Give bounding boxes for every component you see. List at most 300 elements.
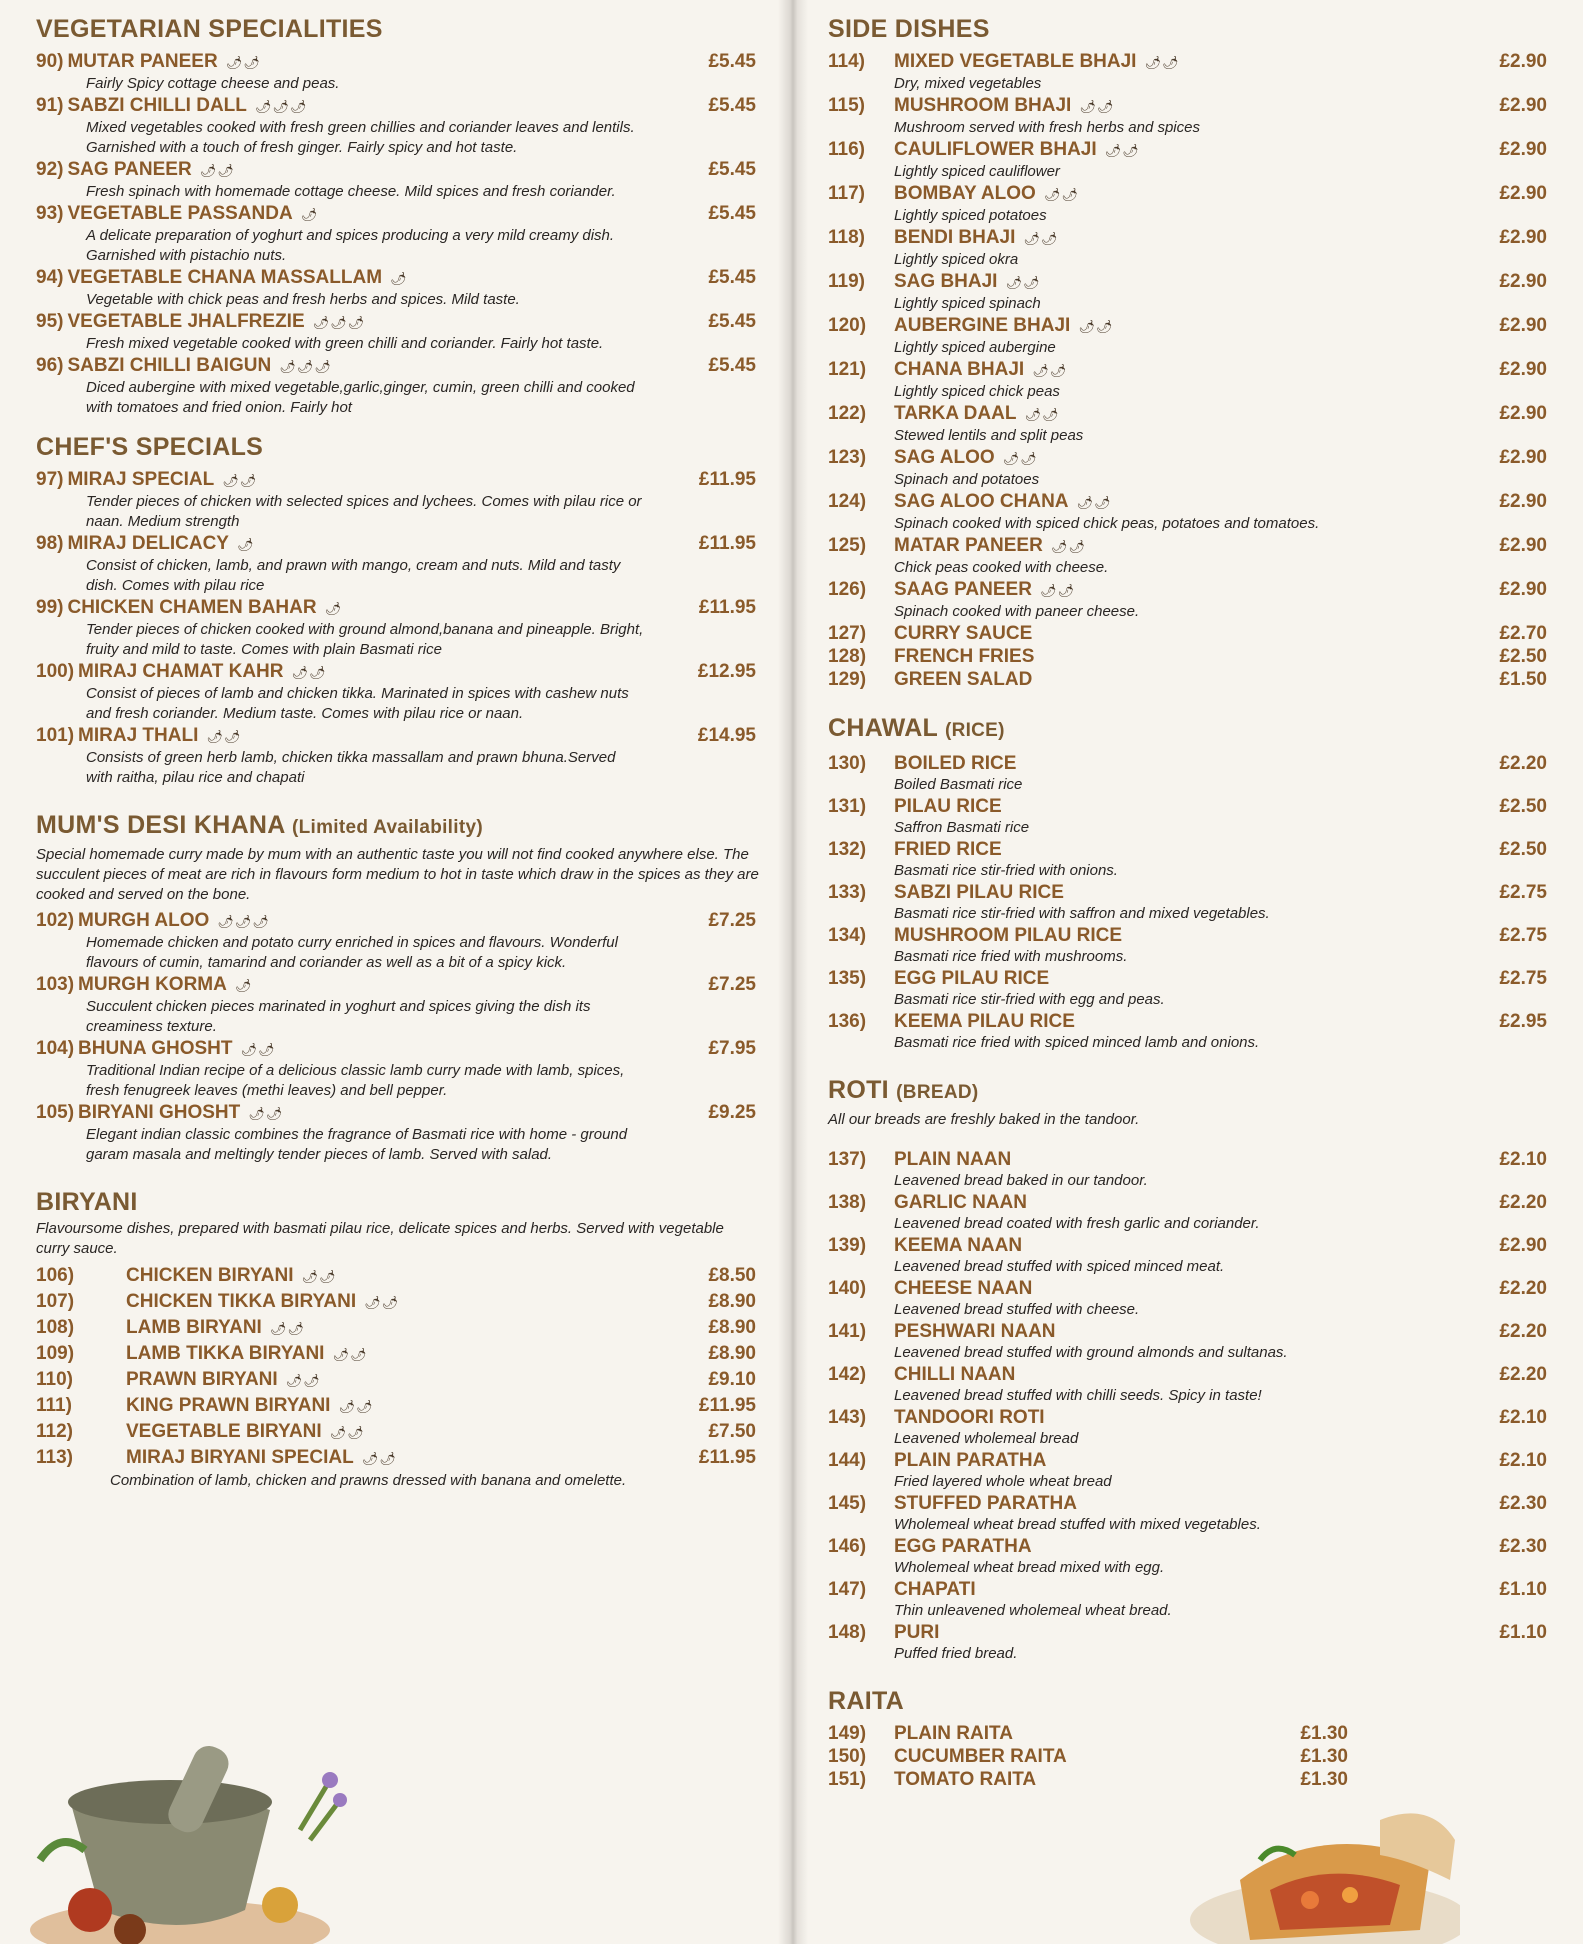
- item-number: 97): [36, 469, 64, 490]
- chili-icon: 🌶🌶: [364, 1295, 400, 1310]
- menu-item-row: [828, 314, 1547, 338]
- item-description: Spinach cooked with spiced chick peas, potatoes and tomatoes.: [894, 515, 1320, 532]
- menu-item-row: [828, 1768, 1348, 1791]
- item-price: £2.90: [1499, 1235, 1547, 1256]
- item-price: £2.75: [1499, 968, 1547, 989]
- menu-item: [36, 354, 768, 418]
- item-number: 130): [828, 753, 867, 774]
- item-name: AUBERGINE BHAJI: [894, 315, 1071, 336]
- chili-icon: 🌶🌶: [332, 1347, 368, 1362]
- item-description: Leavened bread stuffed with spiced minced meat.: [894, 1258, 1225, 1275]
- menu-item: [828, 795, 1547, 838]
- item-description: Leavened wholemeal bread: [894, 1430, 1079, 1447]
- menu-item: [36, 158, 768, 202]
- item-number: 118): [828, 227, 865, 248]
- item-price: £2.50: [1499, 796, 1547, 817]
- item-name: VEGETABLE CHANA MASSALLAM: [67, 267, 383, 288]
- menu-item: [36, 532, 768, 596]
- item-description: Elegant indian classic combines the fragrance of Basmati rice with home - ground garam masala and meltingly tender pieces of lamb. Served with salad.: [86, 1126, 628, 1163]
- menu-item: [36, 94, 768, 158]
- menu-item: [36, 973, 768, 1037]
- section-title: [36, 810, 768, 843]
- item-name: KEEMA NAAN: [894, 1235, 1023, 1256]
- item-number: 107): [36, 1291, 75, 1312]
- item-description: Succulent chicken pieces marinated in yoghurt and spices giving the dish its creaminess texture.: [86, 998, 591, 1035]
- item-description: Consist of pieces of lamb and chicken tikka. Marinated in spices with cashew nuts and fresh coriander. Medium taste. Comes with pilau rice or naan.: [86, 685, 629, 722]
- item-description: Mixed vegetables cooked with fresh green chillies and coriander leaves and lentils. Garnished with a touch of fresh ginger. Fairly spicy and hot taste.: [86, 119, 635, 156]
- menu-item-row: [36, 973, 756, 997]
- item-number: 102): [36, 910, 75, 931]
- item-number: 141): [828, 1321, 867, 1342]
- item-price: £11.95: [698, 1395, 756, 1416]
- item-price: £2.20: [1499, 753, 1547, 774]
- chili-icon: 🌶🌶: [1043, 187, 1079, 202]
- section-title: [828, 1075, 1547, 1108]
- item-description: Basmati rice stir-fried with egg and peas.: [894, 991, 1165, 1008]
- item-price: £2.20: [1499, 1278, 1547, 1299]
- menu-item-row: [828, 838, 1547, 861]
- item-number: 148): [828, 1622, 867, 1643]
- menu-item-row: [828, 622, 1547, 645]
- item-description: Chick peas cooked with cheese.: [894, 559, 1109, 576]
- item-number: 110): [36, 1369, 73, 1390]
- item-price: £2.90: [1499, 95, 1547, 116]
- menu-item: [36, 1101, 768, 1165]
- item-name: BOMBAY ALOO: [894, 183, 1036, 204]
- menu-item: [828, 1449, 1547, 1492]
- item-number: 120): [828, 315, 867, 336]
- item-name: MIRAJ DELICACY: [67, 533, 229, 554]
- item-name: SAAG PANEER: [894, 579, 1032, 600]
- item-description: Lightly spiced spinach: [894, 295, 1041, 312]
- menu-item-row: [36, 1341, 756, 1367]
- item-description: Spinach cooked with paneer cheese.: [894, 603, 1140, 620]
- section-subtitle: (RICE): [944, 720, 1005, 741]
- item-name: CURRY SAUCE: [894, 623, 1033, 644]
- item-price: £7.50: [708, 1421, 756, 1442]
- chili-icon: 🌶: [390, 271, 408, 286]
- item-number: 150): [828, 1746, 867, 1767]
- item-number: 146): [828, 1536, 867, 1557]
- section-note: Special homemade curry made by mum with an authentic taste you will not find cooked anywhere else. The succulent pieces of meat are rich in flavours form medium to hot in taste which draw in the spices as they are cooked and served on the bone.: [36, 846, 759, 903]
- menu-item: [828, 490, 1547, 534]
- item-number: 139): [828, 1235, 867, 1256]
- menu-item: [828, 50, 1547, 94]
- item-name: BENDI BHAJI: [894, 227, 1016, 248]
- item-name: CHICKEN CHAMEN BAHAR: [67, 597, 317, 618]
- item-number: 149): [828, 1723, 867, 1744]
- section-raita: [828, 1686, 1547, 1791]
- item-name: MUSHROOM BHAJI: [894, 95, 1072, 116]
- item-description: Leavened bread coated with fresh garlic and coriander.: [894, 1215, 1260, 1232]
- menu-item-row: [828, 645, 1547, 668]
- menu-item-row: [36, 596, 756, 620]
- menu-item-row: [36, 50, 756, 74]
- right-page: [806, 0, 1583, 1944]
- menu-item-row: [36, 1101, 756, 1125]
- menu-item-row: [828, 534, 1547, 558]
- item-description: Dry, mixed vegetables: [894, 75, 1042, 92]
- menu-item: [36, 202, 768, 266]
- chili-icon: 🌶🌶: [1039, 583, 1075, 598]
- section-chefs-specials: [36, 432, 768, 788]
- menu-item: [36, 1419, 768, 1445]
- item-price: £2.50: [1499, 646, 1547, 667]
- item-description: Leavened bread stuffed with ground almonds and sultanas.: [894, 1344, 1288, 1361]
- item-description: Diced aubergine with mixed vegetable,garlic,ginger, cumin, green chilli and cooked with tomatoes and fried onion. Fairly hot: [86, 379, 635, 416]
- item-price: £2.90: [1499, 535, 1547, 556]
- menu-item-row: [828, 1406, 1547, 1429]
- item-name: CHEESE NAAN: [894, 1278, 1033, 1299]
- item-name: TARKA DAAL: [894, 403, 1017, 424]
- item-price: £7.95: [708, 1038, 756, 1059]
- item-description: Traditional Indian recipe of a delicious classic lamb curry made with lamb, spices, fresh fenugreek leaves (methi leaves) and bell pepper.: [86, 1062, 625, 1099]
- item-price: £2.90: [1499, 271, 1547, 292]
- item-price: £2.50: [1499, 839, 1547, 860]
- item-number: 108): [36, 1317, 75, 1338]
- item-number: 115): [828, 95, 865, 116]
- item-price: £11.95: [698, 469, 756, 490]
- chili-icon: 🌶🌶: [285, 1373, 321, 1388]
- menu-item-row: [828, 358, 1547, 382]
- menu-item-row: [828, 1277, 1547, 1300]
- chili-icon: 🌶: [300, 207, 319, 222]
- menu-item: [828, 1148, 1547, 1191]
- item-description: Consists of green herb lamb, chicken tikka massallam and prawn bhuna.Served with raitha, pilau rice and chapati: [86, 749, 616, 786]
- chili-icon: 🌶🌶: [291, 665, 327, 680]
- item-description: Homemade chicken and potato curry enriched in spices and flavours. Wonderful flavours of cumin, tamarind and coriander as well as a bit of a spicy kick.: [86, 934, 618, 971]
- chili-icon: 🌶🌶: [301, 1269, 337, 1284]
- item-name: GREEN SALAD: [894, 669, 1033, 690]
- menu-item-row: [36, 202, 756, 226]
- menu-item: [36, 596, 768, 660]
- item-number: 132): [828, 839, 867, 860]
- menu-item: [36, 1315, 768, 1341]
- chili-icon: 🌶🌶: [240, 1042, 276, 1057]
- item-description: Thin unleavened wholemeal wheat bread.: [894, 1602, 1172, 1619]
- menu-item-row: [36, 724, 756, 748]
- chili-icon: 🌶🌶: [1032, 363, 1068, 378]
- item-name: MIRAJ CHAMAT KAHR: [78, 661, 284, 682]
- item-description: Combination of lamb, chicken and prawns dressed with banana and omelette.: [110, 1472, 627, 1489]
- item-number: 144): [828, 1450, 867, 1471]
- menu-item: [36, 50, 768, 94]
- item-description: Spinach and potatoes: [894, 471, 1040, 488]
- item-price: £5.45: [708, 95, 756, 116]
- menu-item: [828, 1191, 1547, 1234]
- item-number: 117): [828, 183, 865, 204]
- item-number: 91): [36, 95, 64, 116]
- chili-icon: 🌶🌶: [1023, 231, 1059, 246]
- menu-item: [828, 1363, 1547, 1406]
- menu-item-row: [36, 158, 756, 182]
- item-description: Consist of chicken, lamb, and prawn with mango, cream and nuts. Mild and tasty dish. Comes with pilau rice: [86, 557, 621, 594]
- item-number: 127): [828, 623, 867, 644]
- menu-item: [36, 1289, 768, 1315]
- item-number: 143): [828, 1407, 867, 1428]
- chili-icon: 🌶🌶: [199, 163, 235, 178]
- menu-item-row: [828, 1449, 1547, 1472]
- item-name: CUCUMBER RAITA: [894, 1746, 1067, 1767]
- menu-item-row: [828, 402, 1547, 426]
- item-number: 119): [828, 271, 865, 292]
- section-subtitle: (Limited Availability): [291, 817, 483, 838]
- item-number: 121): [828, 359, 867, 380]
- item-name: PURI: [894, 1622, 940, 1643]
- item-description: Leavened bread baked in our tandoor.: [894, 1172, 1148, 1189]
- chili-icon: 🌶: [236, 537, 255, 552]
- item-price: £1.10: [1499, 1622, 1547, 1643]
- item-price: £2.90: [1499, 51, 1547, 72]
- menu-item-row: [828, 50, 1547, 74]
- item-number: 145): [828, 1493, 867, 1514]
- item-description: Lightly spiced okra: [894, 251, 1019, 268]
- item-number: 93): [36, 203, 64, 224]
- chili-icon: 🌶🌶: [1024, 407, 1060, 422]
- item-description: Basmati rice stir-fried with onions.: [894, 862, 1118, 879]
- item-name: CHAPATI: [894, 1579, 976, 1600]
- chili-icon: 🌶🌶🌶: [279, 359, 332, 374]
- menu-item-row: [828, 795, 1547, 818]
- item-number: 133): [828, 882, 867, 903]
- item-price: £8.90: [708, 1291, 756, 1312]
- menu-item-row: [828, 138, 1547, 162]
- item-number: 106): [36, 1265, 75, 1286]
- item-description: Tender pieces of chicken cooked with ground almond,banana and pineapple. Bright, fruity and mild to taste. Comes with plain Basmati rice: [86, 621, 644, 658]
- item-description: Basmati rice stir-fried with saffron and mixed vegetables.: [894, 905, 1270, 922]
- item-name: TANDOORI ROTI: [894, 1407, 1045, 1428]
- menu-item: [828, 1722, 1348, 1745]
- menu-item: [36, 1393, 768, 1419]
- section-vegetarian: [36, 14, 768, 418]
- item-number: 99): [36, 597, 64, 618]
- item-price: £5.45: [708, 267, 756, 288]
- item-price: £2.95: [1499, 1011, 1547, 1032]
- item-number: 95): [36, 311, 64, 332]
- section-title: VEGETARIAN SPECIALITIES: [36, 15, 383, 43]
- item-number: 109): [36, 1343, 75, 1364]
- section-title-text: ROTI: [828, 1076, 889, 1104]
- item-description: Lightly spiced aubergine: [894, 339, 1056, 356]
- menu-item-row: [828, 182, 1547, 206]
- item-price: £7.25: [708, 910, 756, 931]
- menu-item-row: [828, 578, 1547, 602]
- item-name: PLAIN PARATHA: [894, 1450, 1047, 1471]
- item-name: PLAIN NAAN: [894, 1149, 1012, 1170]
- menu-item-row: [36, 909, 756, 933]
- item-name: FRIED RICE: [894, 839, 1002, 860]
- item-name: LAMB BIRYANI: [126, 1317, 262, 1338]
- item-name: KING PRAWN BIRYANI: [126, 1395, 331, 1416]
- item-price: £9.25: [708, 1102, 756, 1123]
- menu-item: [36, 1341, 768, 1367]
- chili-icon: 🌶🌶: [1104, 143, 1140, 158]
- item-name: CHICKEN BIRYANI: [126, 1265, 294, 1286]
- section-side-dishes: [828, 14, 1547, 691]
- item-price: £2.90: [1499, 579, 1547, 600]
- menu-item-row: [36, 1419, 756, 1445]
- menu-item: [828, 1768, 1348, 1791]
- menu-item-row: [828, 967, 1547, 990]
- menu-item: [828, 94, 1547, 138]
- menu-item: [828, 1578, 1547, 1621]
- item-price: £1.10: [1499, 1579, 1547, 1600]
- item-name: PRAWN BIRYANI: [126, 1369, 278, 1390]
- item-price: £5.45: [708, 51, 756, 72]
- item-number: 116): [828, 139, 865, 160]
- item-description: Lightly spiced cauliflower: [894, 163, 1060, 180]
- chili-icon: 🌶🌶🌶: [312, 315, 366, 330]
- item-name: EGG PARATHA: [894, 1536, 1032, 1557]
- left-page: [0, 0, 780, 1944]
- item-number: 140): [828, 1278, 867, 1299]
- item-name: BHUNA GHOSHT: [78, 1038, 233, 1059]
- menu-item: [36, 310, 768, 354]
- item-description: Basmati rice fried with mushrooms.: [894, 948, 1128, 965]
- menu-item-row: [828, 1010, 1547, 1033]
- item-description: Mushroom served with fresh herbs and spices: [894, 119, 1200, 136]
- chili-icon: 🌶🌶: [329, 1425, 365, 1440]
- item-price: £2.90: [1499, 139, 1547, 160]
- item-number: 136): [828, 1011, 867, 1032]
- item-number: 135): [828, 968, 867, 989]
- page-fold: [778, 0, 808, 1944]
- menu-item-row: [828, 881, 1547, 904]
- menu-item: [828, 1277, 1547, 1320]
- chili-icon: 🌶🌶: [206, 729, 242, 744]
- item-description: Basmati rice fried with spiced minced lamb and onions.: [894, 1034, 1260, 1051]
- item-price: £2.10: [1499, 1450, 1547, 1471]
- menu-item-row: [828, 1535, 1547, 1558]
- item-price: £2.30: [1499, 1536, 1547, 1557]
- chili-icon: 🌶🌶: [222, 473, 258, 488]
- item-name: GARLIC NAAN: [894, 1192, 1027, 1213]
- menu-item-row: [36, 310, 756, 334]
- item-name: VEGETABLE BIRYANI: [126, 1421, 322, 1442]
- item-price: £2.90: [1499, 403, 1547, 424]
- menu-item: [828, 446, 1547, 490]
- item-number: 128): [828, 646, 867, 667]
- item-price: £2.75: [1499, 925, 1547, 946]
- menu-item: [828, 967, 1547, 1010]
- item-name: EGG PILAU RICE: [894, 968, 1050, 989]
- menu-item: [828, 668, 1547, 691]
- item-number: 104): [36, 1038, 75, 1059]
- menu-item-row: [828, 94, 1547, 118]
- menu-item: [828, 645, 1547, 668]
- menu-item: [828, 1320, 1547, 1363]
- item-price: £1.30: [1300, 1723, 1348, 1744]
- mortar-pestle-spices-image: [30, 1740, 350, 1944]
- item-description: Wholemeal wheat bread mixed with egg.: [894, 1559, 1165, 1576]
- menu-item-row: [36, 1445, 756, 1471]
- item-number: 147): [828, 1579, 867, 1600]
- menu-item: [828, 270, 1547, 314]
- item-name: SABZI CHILLI BAIGUN: [67, 355, 272, 376]
- menu-item-row: [36, 94, 756, 118]
- item-number: 101): [36, 725, 75, 746]
- item-name: MUTAR PANEER: [67, 51, 218, 72]
- menu-item-row: [828, 1148, 1547, 1171]
- menu-item-row: [828, 490, 1547, 514]
- item-name: VEGETABLE JHALFREZIE: [67, 311, 305, 332]
- item-number: 98): [36, 533, 64, 554]
- chili-icon: 🌶🌶: [1144, 55, 1180, 70]
- menu-item-row: [828, 1621, 1547, 1644]
- item-name: CHILLI NAAN: [894, 1364, 1016, 1385]
- menu-item: [828, 1492, 1547, 1535]
- chili-icon: 🌶🌶🌶: [254, 99, 308, 114]
- menu-item-row: [36, 354, 756, 378]
- menu-item: [36, 468, 768, 532]
- item-number: 92): [36, 159, 64, 180]
- item-number: 126): [828, 579, 867, 600]
- item-number: 114): [828, 51, 865, 72]
- section-note: Flavoursome dishes, prepared with basmati pilau rice, delicate spices and herbs. Served with vegetable curry sauce.: [36, 1220, 724, 1257]
- item-number: 112): [36, 1421, 73, 1442]
- item-description: Saffron Basmati rice: [894, 819, 1030, 836]
- item-name: CHICKEN TIKKA BIRYANI: [126, 1291, 357, 1312]
- chili-icon: 🌶🌶🌶: [217, 914, 270, 929]
- item-number: 137): [828, 1149, 867, 1170]
- item-price: £7.25: [708, 974, 756, 995]
- menu-item: [828, 752, 1547, 795]
- item-name: MIRAJ THALI: [78, 725, 199, 746]
- menu-item: [36, 266, 768, 310]
- item-name: VEGETABLE PASSANDA: [67, 203, 293, 224]
- menu-item-row: [36, 1037, 756, 1061]
- menu-item: [828, 534, 1547, 578]
- item-price: £1.30: [1300, 1746, 1348, 1767]
- chili-icon: 🌶🌶: [338, 1399, 374, 1414]
- section-note: All our breads are freshly baked in the tandoor.: [828, 1111, 1140, 1128]
- section-roti: [828, 1075, 1547, 1664]
- menu-item-row: [828, 446, 1547, 470]
- menu-item: [828, 226, 1547, 270]
- chili-icon: 🌶🌶: [1078, 319, 1114, 334]
- menu-item-row: [828, 1492, 1547, 1515]
- item-name: PILAU RICE: [894, 796, 1002, 817]
- item-name: KEEMA PILAU RICE: [894, 1011, 1075, 1032]
- item-price: £2.90: [1499, 227, 1547, 248]
- item-number: 94): [36, 267, 64, 288]
- item-name: CHANA BHAJI: [894, 359, 1025, 380]
- section-mums-desi-khana: [36, 810, 768, 1165]
- item-name: BIRYANI GHOSHT: [78, 1102, 241, 1123]
- menu-item: [828, 924, 1547, 967]
- item-price: £2.90: [1499, 491, 1547, 512]
- item-number: 113): [36, 1447, 73, 1468]
- menu-item-row: [828, 1320, 1547, 1343]
- item-name: MUSHROOM PILAU RICE: [894, 925, 1122, 946]
- item-description: Leavened bread stuffed with cheese.: [894, 1301, 1140, 1318]
- item-price: £8.50: [708, 1265, 756, 1286]
- item-price: £2.10: [1499, 1149, 1547, 1170]
- item-name: SABZI CHILLI DALL: [67, 95, 247, 116]
- menu-item-row: [828, 1363, 1547, 1386]
- menu-item: [36, 1037, 768, 1101]
- item-name: CAULIFLOWER BHAJI: [894, 139, 1097, 160]
- section-title-text: CHAWAL: [828, 714, 938, 742]
- item-name: PESHWARI NAAN: [894, 1321, 1056, 1342]
- chili-icon: 🌶🌶: [1079, 99, 1115, 114]
- curry-naan-image: [1180, 1800, 1460, 1944]
- section-chawal: [828, 713, 1547, 1053]
- item-price: £1.50: [1499, 669, 1547, 690]
- item-number: 129): [828, 669, 867, 690]
- item-price: £2.90: [1499, 183, 1547, 204]
- item-number: 124): [828, 491, 867, 512]
